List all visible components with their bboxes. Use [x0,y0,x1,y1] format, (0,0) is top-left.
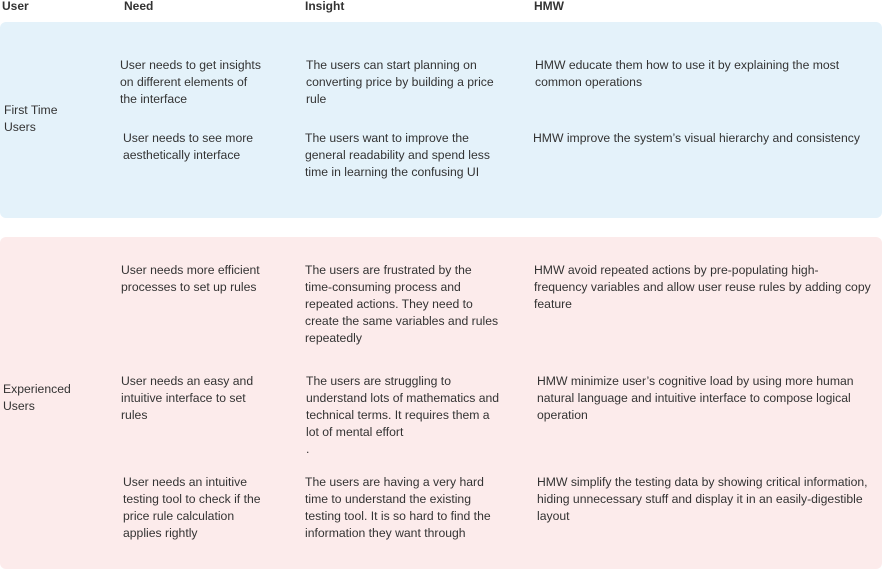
hmw-cell: HMW minimize user’s cognitive load by using more human natural language and intuitive interface to compose logical operation [537,374,854,422]
insight-cell: The users are frustrated by the time-consuming process and repeated actions. They need to create the same variables and rules repeatedly [305,263,499,345]
hmw-cell: HMW simplify the testing data by showing critical information, hiding unnecessary stuff and display it in an easily-digestible layout [537,475,868,523]
hmw-cell: HMW avoid repeated actions by pre-populating high- frequency variables and allow user reuse rules by adding copy feature [534,263,871,311]
column-header-insight: Insight [305,0,345,13]
column-header-hmw: HMW [534,0,564,13]
insight-cell: The users want to improve the general readability and spend less time in learning the confusing UI [305,131,490,179]
insight-cell: The users are struggling to understand lots of mathematics and technical terms. It requires them a lot of mental effort . [306,374,500,456]
column-header-need: Need [124,0,154,13]
need-cell: User needs more efficient processes to set up rules [121,263,260,294]
need-cell: User needs an easy and intuitive interface to set rules [121,374,254,422]
first-time-users-panel [0,22,882,218]
hmw-cell: HMW educate them how to use it by explaining the most common operations [535,58,840,89]
user-type-experienced: Experienced Users [3,382,71,413]
insight-cell: The users can start planning on converting price by building a price rule [306,58,494,106]
need-cell: User needs to see more aesthetically interface [123,131,254,162]
insight-cell: The users are having a very hard time to understand the existing testing tool. It is so hard to find the information they want through [305,475,491,540]
need-cell: User needs to get insights on different elements of the interface [120,58,261,106]
hmw-cell: HMW improve the system’s visual hierarchy and consistency [533,131,860,145]
user-type-first-time: First Time Users [4,103,58,134]
column-header-user: User [2,0,29,13]
need-cell: User needs an intuitive testing tool to check if the price rule calculation applies rightly [123,475,261,540]
